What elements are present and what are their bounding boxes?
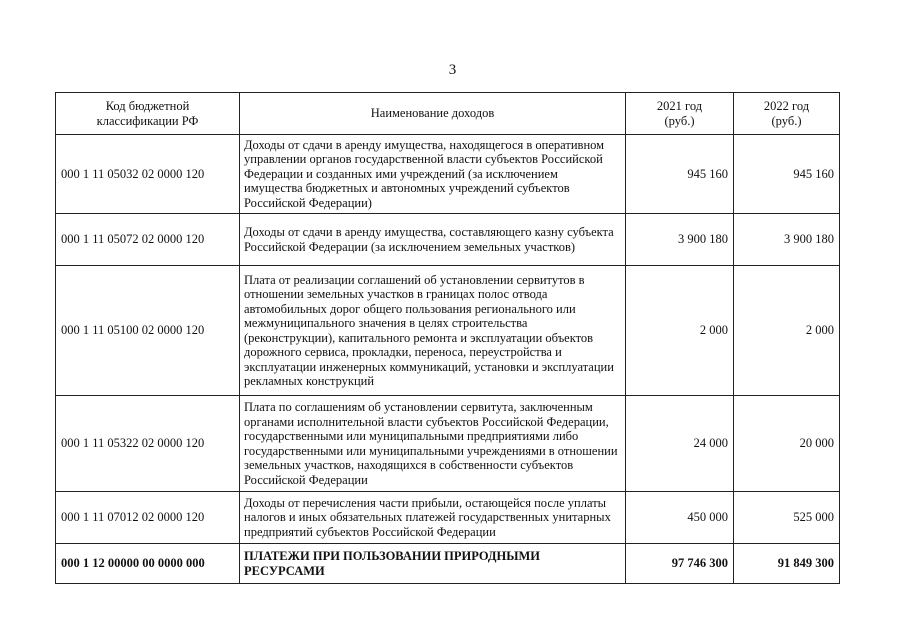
table-row (56, 135, 840, 214)
header-name: Наименование доходов (240, 93, 626, 135)
row-value-2022: 91 849 300 (734, 544, 840, 584)
header-2022: 2022 год (руб.) (734, 93, 840, 135)
row-value-2022: 525 000 (734, 492, 840, 544)
row-code: 000 1 11 05100 02 0000 120 (56, 266, 240, 396)
row-name: Доходы от сдачи в аренду имущества, составляющего казну субъекта Российской Федерации (за исключением земельных участков) (240, 214, 626, 266)
table-header-row (56, 93, 840, 135)
row-name: Доходы от сдачи в аренду имущества, находящегося в оперативном управлении органов государственной власти субъектов Российской Федерации и созданных ими учреждений (за исключением имущества бюджетных и автономных учреждений субъектов Российской Федерации) (240, 135, 626, 214)
row-value-2022: 20 000 (734, 396, 840, 492)
row-code: 000 1 11 05322 02 0000 120 (56, 396, 240, 492)
row-value-2021: 450 000 (626, 492, 734, 544)
row-value-2022: 2 000 (734, 266, 840, 396)
row-name: Плата от реализации соглашений об установлении сервитутов в отношении земельных участков в границах полос отвода автомобильных дорог общего пользования регионального или межмуниципального значения в целях строительства (реконструкции), капитального ремонта и эксплуатации объектов дорожного сервиса, прокладки, переноса, переустройства и эксплуатации инженерных коммуникаций, установки и эксплуатации рекламных конструкций (240, 266, 626, 396)
table-row (56, 266, 840, 396)
table-row (56, 396, 840, 492)
row-name: Плата по соглашениям об установлении сервитута, заключенным органами исполнительной власти субъектов Российской Федерации, государственными или муниципальными предприятиями либо государственными или муниципальными учреждениями в отношении земельных участков, находящихся в собственности субъектов Российской Федерации (240, 396, 626, 492)
row-value-2022: 3 900 180 (734, 214, 840, 266)
row-value-2021: 24 000 (626, 396, 734, 492)
revenue-table (55, 92, 840, 584)
row-code: 000 1 11 05072 02 0000 120 (56, 214, 240, 266)
row-name: Доходы от перечисления части прибыли, остающейся после уплаты налогов и иных обязательных платежей государственных унитарных предприятий субъектов Российской Федерации (240, 492, 626, 544)
row-value-2021: 2 000 (626, 266, 734, 396)
header-2021: 2021 год (руб.) (626, 93, 734, 135)
row-code: 000 1 11 07012 02 0000 120 (56, 492, 240, 544)
page-number: 3 (448, 62, 457, 78)
row-value-2021: 945 160 (626, 135, 734, 214)
row-value-2021: 3 900 180 (626, 214, 734, 266)
row-code: 000 1 12 00000 00 0000 000 (56, 544, 240, 584)
row-name: ПЛАТЕЖИ ПРИ ПОЛЬЗОВАНИИ ПРИРОДНЫМИ РЕСУРСАМИ (240, 544, 626, 584)
table-row-total (56, 544, 840, 584)
row-value-2022: 945 160 (734, 135, 840, 214)
header-code: Код бюджетной классификации РФ (56, 93, 240, 135)
table-row (56, 492, 840, 544)
table-row (56, 214, 840, 266)
row-value-2021: 97 746 300 (626, 544, 734, 584)
row-code: 000 1 11 05032 02 0000 120 (56, 135, 240, 214)
